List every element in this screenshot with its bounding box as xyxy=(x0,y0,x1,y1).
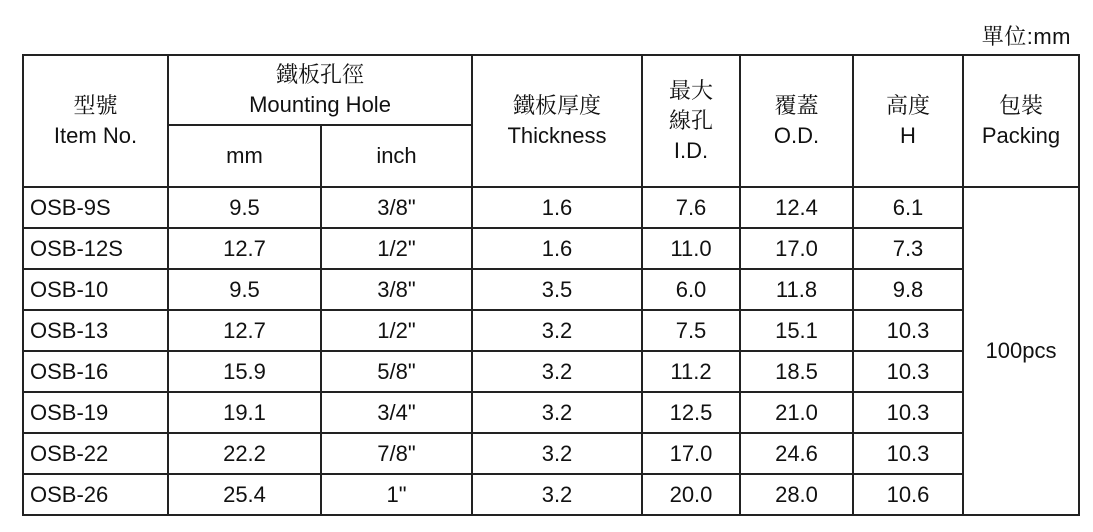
cell-od: 17.0 xyxy=(740,228,853,269)
cell-inch: 1/2" xyxy=(321,310,472,351)
header-item-no xyxy=(23,55,168,187)
cell-item: OSB-16 xyxy=(23,351,168,392)
header-thickness-en: Thickness xyxy=(507,123,607,148)
cell-od: 11.8 xyxy=(740,269,853,310)
header-packing xyxy=(963,55,1079,187)
cell-item: OSB-13 xyxy=(23,310,168,351)
unit-label: 單位:mm xyxy=(981,24,1071,49)
table-row xyxy=(23,269,1079,310)
cell-thickness: 3.2 xyxy=(472,392,642,433)
cell-thickness: 1.6 xyxy=(472,228,642,269)
cell-h: 10.6 xyxy=(853,474,963,515)
header-h-en: H xyxy=(900,123,916,148)
header-item-no-zh: 型號 xyxy=(73,93,118,118)
header-item-no-en: Item No. xyxy=(53,123,138,148)
cell-inch: 5/8" xyxy=(321,351,472,392)
cell-mm: 22.2 xyxy=(168,433,321,474)
cell-od: 28.0 xyxy=(740,474,853,515)
cell-h: 7.3 xyxy=(853,228,963,269)
cell-item: OSB-9S xyxy=(23,187,168,228)
table-header xyxy=(23,55,1079,187)
cell-mm: 12.7 xyxy=(168,228,321,269)
header-inch: inch xyxy=(321,125,472,187)
cell-id: 11.2 xyxy=(642,351,740,392)
header-od-en: O.D. xyxy=(773,123,820,148)
header-packing-en: Packing xyxy=(981,123,1061,148)
cell-h: 10.3 xyxy=(853,310,963,351)
header-od xyxy=(740,55,853,187)
cell-h: 6.1 xyxy=(853,187,963,228)
cell-id: 11.0 xyxy=(642,228,740,269)
cell-od: 18.5 xyxy=(740,351,853,392)
header-od-zh: 覆蓋 xyxy=(774,93,819,118)
cell-item: OSB-19 xyxy=(23,392,168,433)
cell-h: 10.3 xyxy=(853,351,963,392)
cell-thickness: 3.5 xyxy=(472,269,642,310)
header-mounting-hole xyxy=(168,55,472,125)
header-packing-zh: 包裝 xyxy=(998,93,1043,118)
cell-inch: 3/4" xyxy=(321,392,472,433)
cell-item: OSB-26 xyxy=(23,474,168,515)
cell-inch: 7/8" xyxy=(321,433,472,474)
cell-od: 15.1 xyxy=(740,310,853,351)
table-row xyxy=(23,392,1079,433)
cell-id: 17.0 xyxy=(642,433,740,474)
cell-id: 20.0 xyxy=(642,474,740,515)
cell-h: 9.8 xyxy=(853,269,963,310)
header-h xyxy=(853,55,963,187)
header-id xyxy=(642,55,740,187)
header-id-zh-1: 最大 xyxy=(668,78,713,103)
table-row xyxy=(23,351,1079,392)
cell-thickness: 1.6 xyxy=(472,187,642,228)
cell-mm: 9.5 xyxy=(168,269,321,310)
cell-thickness: 3.2 xyxy=(472,310,642,351)
cell-mm: 9.5 xyxy=(168,187,321,228)
cell-id: 12.5 xyxy=(642,392,740,433)
table-row xyxy=(23,433,1079,474)
cell-mm: 15.9 xyxy=(168,351,321,392)
cell-id: 6.0 xyxy=(642,269,740,310)
table-row xyxy=(23,474,1079,515)
cell-item: OSB-12S xyxy=(23,228,168,269)
cell-thickness: 3.2 xyxy=(472,351,642,392)
cell-od: 24.6 xyxy=(740,433,853,474)
header-thickness-zh: 鐵板厚度 xyxy=(512,93,601,118)
cell-mm: 25.4 xyxy=(168,474,321,515)
cell-id: 7.6 xyxy=(642,187,740,228)
cell-od: 12.4 xyxy=(740,187,853,228)
table-row xyxy=(23,187,1079,228)
cell-inch: 1" xyxy=(321,474,472,515)
table-row xyxy=(23,310,1079,351)
cell-id: 7.5 xyxy=(642,310,740,351)
cell-item: OSB-22 xyxy=(23,433,168,474)
cell-inch: 1/2" xyxy=(321,228,472,269)
table-body xyxy=(23,187,1079,515)
cell-mm: 19.1 xyxy=(168,392,321,433)
cell-od: 21.0 xyxy=(740,392,853,433)
cell-mm: 12.7 xyxy=(168,310,321,351)
header-mm: mm xyxy=(168,125,321,187)
header-id-zh-2: 線孔 xyxy=(668,108,713,133)
cell-thickness: 3.2 xyxy=(472,474,642,515)
header-thickness xyxy=(472,55,642,187)
header-mounting-hole-zh: 鐵板孔徑 xyxy=(275,62,364,87)
cell-h: 10.3 xyxy=(853,433,963,474)
cell-inch: 3/8" xyxy=(321,269,472,310)
cell-item: OSB-10 xyxy=(23,269,168,310)
cell-h: 10.3 xyxy=(853,392,963,433)
cell-thickness: 3.2 xyxy=(472,433,642,474)
spec-table xyxy=(22,54,1080,516)
cell-inch: 3/8" xyxy=(321,187,472,228)
cell-packing: 100pcs xyxy=(963,187,1079,515)
table-row xyxy=(23,228,1079,269)
header-mounting-hole-en: Mounting Hole xyxy=(249,92,391,117)
header-h-zh: 高度 xyxy=(885,93,930,118)
header-id-en: I.D. xyxy=(673,138,709,163)
